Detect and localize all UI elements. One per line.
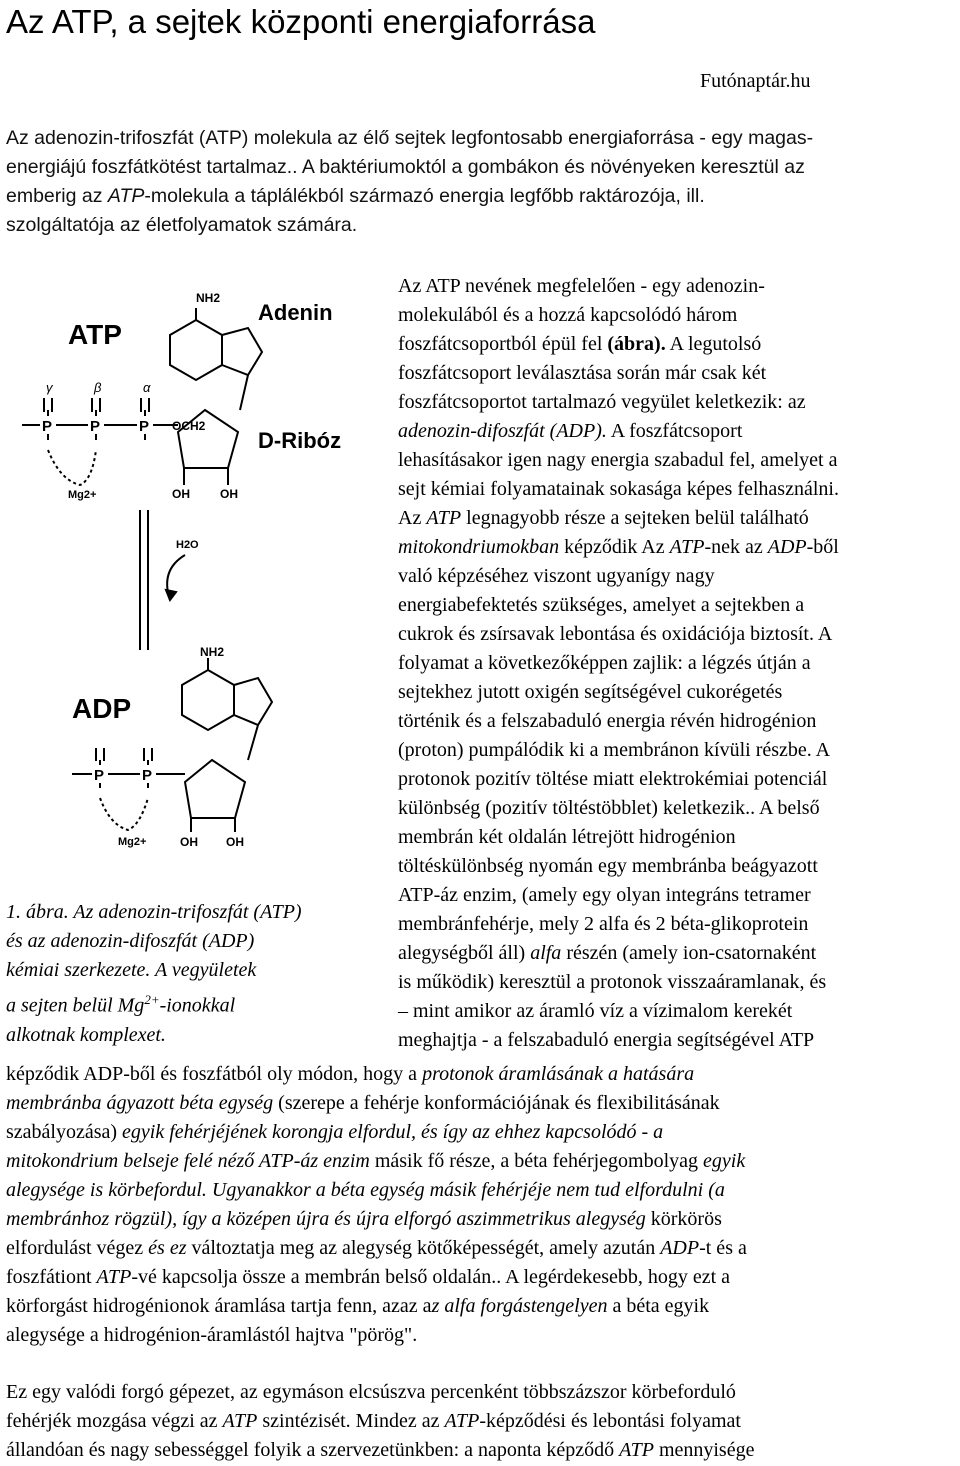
text-line: Az ATP nevének megfelelően - egy adenozin- bbox=[398, 275, 765, 297]
ribose-label: D-Ribóz bbox=[258, 428, 342, 453]
p-atom: P bbox=[90, 418, 101, 435]
p-atom: P bbox=[139, 418, 150, 435]
text-line: foszfátcsoportot tartalmazó vegyület keletkezik: az bbox=[398, 391, 806, 413]
text-line: képződik ADP-ből és foszfátból oly módon, hogy a protonok áramlásának a hatására bbox=[6, 1063, 695, 1085]
p-atom: P bbox=[42, 418, 53, 435]
text-line: alegysége a hidrogénion-áramlástól hajtva "pörög". bbox=[6, 1324, 418, 1346]
adenin-label: Adenin bbox=[258, 300, 333, 325]
text-line: membránhoz rögzül), így a középen újra és újra elforgó aszimmetrikus alegység körkörös bbox=[6, 1208, 722, 1230]
body-paragraph-continued bbox=[6, 1060, 951, 1350]
intro-line: emberig az ATP-molekula a táplálékból származó energia legfőbb raktározója, ill. bbox=[6, 185, 705, 207]
text-line: ATP-áz enzim, (amely egy olyan integráns tetramer bbox=[398, 884, 811, 906]
source-label: Futónaptár.hu bbox=[700, 70, 811, 92]
text-line: – mint amikor az áramló víz a vízimalom kerekét bbox=[398, 1000, 793, 1022]
text-line: membránba ágyazott béta egység (szerepe a fehérje konformációjának és flexibilitásának bbox=[6, 1092, 720, 1114]
oh-label: OH bbox=[226, 835, 244, 849]
intro-line: Az adenozin-trifoszfát (ATP) molekula az élő sejtek legfontosabb energiaforrása - egy magas- bbox=[6, 127, 814, 149]
text-line: állandóan és nagy sebességgel folyik a szervezetünkben: a naponta képződő ATP mennyisége bbox=[6, 1439, 755, 1461]
oh-label: OH bbox=[172, 487, 190, 501]
mg-label: Mg2+ bbox=[68, 489, 97, 501]
och2-label: OCH2 bbox=[172, 419, 206, 433]
caption-line: és az adenozin-difoszfát (ADP) bbox=[6, 930, 255, 952]
text-line: membránfehérje, mely 2 alfa és 2 béta-glikoprotein bbox=[398, 913, 809, 935]
text-line: (proton) pumpálódik ki a membránon kívüli részbe. A bbox=[398, 739, 831, 761]
adp-label: ADP bbox=[72, 693, 132, 724]
text-line: cukrok és zsírsavak lebontása és oxidációja biztosít. A bbox=[398, 623, 833, 645]
text-line: alegysége is körbefordul. Ugyanakkor a béta egység másik fehérjéje nem tud elfordulni (a bbox=[6, 1179, 725, 1201]
caption-line: kémiai szerkezete. A vegyületek bbox=[6, 959, 257, 981]
text-line: elfordulást végez és ez változtatja meg az alegység kötőképességét, amely azután ADP-t és a bbox=[6, 1237, 747, 1259]
text-line: membrán két oldalán létrejött hidrogénion bbox=[398, 826, 736, 848]
beta-label: β bbox=[94, 380, 102, 395]
text-line: sejt kémiai folyamatainak sokasága képes felhasználni. bbox=[398, 478, 839, 500]
atp-label: ATP bbox=[68, 319, 122, 350]
text-line: Ez egy valódi forgó gépezet, az egymáson elcsúszva percenként többszázszor körbeforduló bbox=[6, 1381, 736, 1403]
alpha-label: α bbox=[143, 380, 151, 395]
nh2-label: NH2 bbox=[196, 291, 221, 305]
text-line: mitokondriumokban képződik Az ATP-nek az ADP-ből bbox=[398, 536, 839, 558]
caption-line: 1. ábra. Az adenozin-trifoszfát (ATP) bbox=[6, 901, 302, 923]
oh-label: OH bbox=[180, 835, 198, 849]
closing-paragraph bbox=[6, 1378, 951, 1465]
text-line: szabályozása) egyik fehérjéjének korongja elfordul, és így az ehhez kapcsolódó - a bbox=[6, 1121, 664, 1143]
h2o-label: H2O bbox=[176, 539, 199, 551]
text-line: sejtekhez jutott oxigén segítségével cukorégetés bbox=[398, 681, 783, 703]
intro-line: szolgáltatója az életfolyamatok számára. bbox=[6, 214, 358, 236]
intro-line: energiájú foszfátkötést tartalmaz.. A baktériumoktól a gombákon és növényeken keresztül az bbox=[6, 156, 805, 178]
right-column-text bbox=[398, 272, 956, 1055]
text-line: adenozin-difoszfát (ADP). A foszfátcsoport bbox=[398, 420, 743, 442]
text-line: alegységből áll) alfa részén (amely ion-csatornaként bbox=[398, 942, 817, 964]
gamma-label: γ bbox=[46, 380, 53, 395]
text-line: energiabefektetés szükséges, amelyet a sejtekben a bbox=[398, 594, 805, 616]
caption-line: a sejten belül $Mg^{2+}$-ionokkal bbox=[6, 992, 236, 1017]
nh2-label: NH2 bbox=[200, 645, 225, 659]
oh-label: OH bbox=[220, 487, 238, 501]
text-line: töltéskülönbség nyomán egy membránba beágyazott bbox=[398, 855, 818, 877]
page-title: Az ATP, a sejtek központi energiaforrása bbox=[6, 3, 596, 40]
text-line: történik és a felszabaduló energia révén hidrogénion bbox=[398, 710, 817, 732]
text-line: folyamat a következőképpen zajlik: a légzés útján a bbox=[398, 652, 811, 674]
atp-adp-structure-figure bbox=[0, 280, 380, 860]
text-line: fehérjék mozgása végzi az ATP szintézisét. Mindez az ATP-képződési és lebontási folyamat bbox=[6, 1410, 741, 1432]
text-line: mitokondrium belseje felé néző ATP-áz enzim másik fő része, a béta fehérjegombolyag egyik bbox=[6, 1150, 746, 1172]
text-line: protonok pozitív töltése miatt elektrokémiai potenciál bbox=[398, 768, 828, 790]
text-line: lehasításakor igen nagy energia szabadul fel, amelyet a bbox=[398, 449, 838, 471]
intro-paragraph bbox=[6, 124, 951, 240]
text-line: molekulából és a hozzá kapcsolódó három bbox=[398, 304, 738, 326]
p-atom: P bbox=[142, 767, 153, 784]
figure-caption bbox=[6, 898, 386, 1050]
mg-label: Mg2+ bbox=[118, 836, 147, 848]
caption-line: alkotnak komplexet. bbox=[6, 1023, 166, 1046]
p-atom: P bbox=[94, 767, 105, 784]
text-line: Az ATP legnagyobb része a sejteken belül található bbox=[398, 507, 809, 529]
text-line: foszfátcsoportból épül fel (ábra). A legutolsó bbox=[398, 333, 762, 355]
text-line: való képzéséhez viszont ugyanígy nagy bbox=[398, 565, 715, 587]
text-line: foszfátiont ATP-vé kapcsolja össze a membrán belső oldalán.. A legérdekesebb, hogy ezt a bbox=[6, 1266, 731, 1288]
text-line: foszfátcsoport leválasztása során már csak két bbox=[398, 362, 767, 384]
text-line: is működik) keresztül a protonok visszaáramlanak, és bbox=[398, 971, 827, 993]
text-line: körforgást hidrogénionok áramlása tartja fenn, azaz az alfa forgástengelyen a béta egyik bbox=[6, 1295, 710, 1317]
text-line: különbség (pozitív töltéstöbblet) keletkezik.. A belső bbox=[398, 797, 820, 819]
text-line: meghajtja - a felszabaduló energia segítségével ATP bbox=[398, 1029, 815, 1051]
